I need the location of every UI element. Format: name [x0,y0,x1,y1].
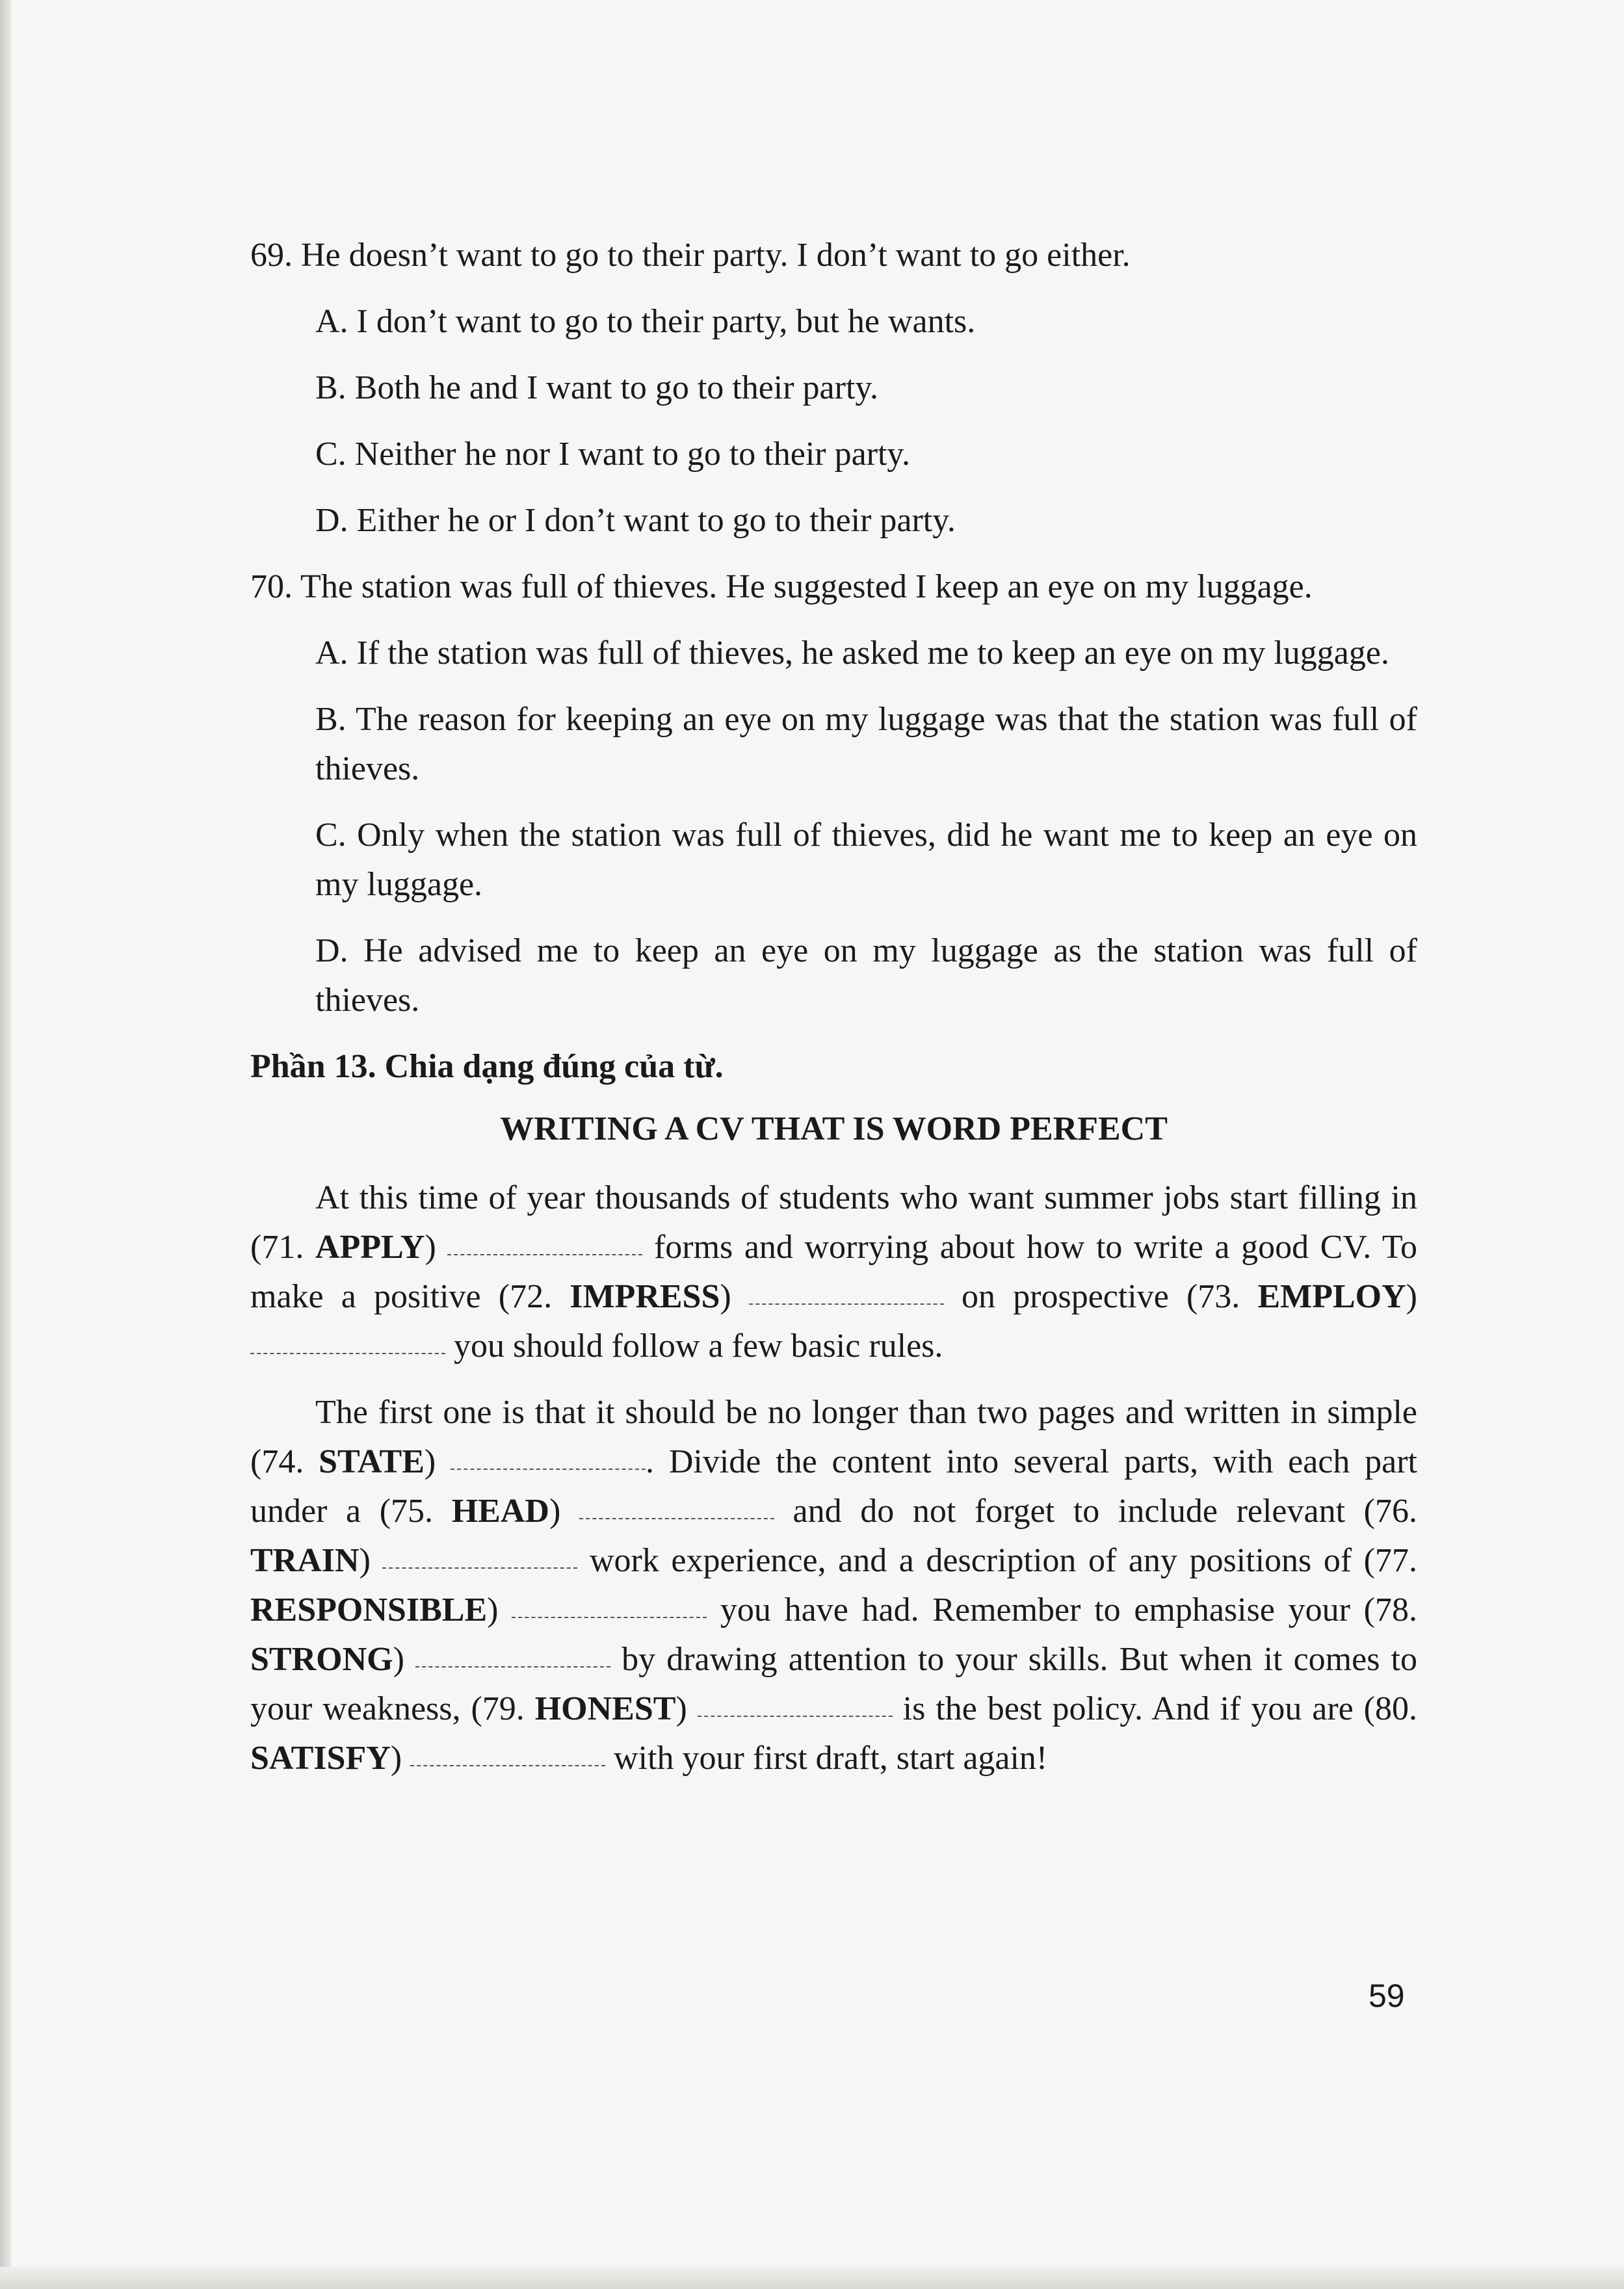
answer-blank-75[interactable] [579,1518,774,1519]
option-d: D. Either he or I don’t want to go to their party. [315,502,956,539]
option-c: C. Neither he nor I want to go to their party. [315,436,911,473]
answer-blank-72[interactable] [749,1303,944,1305]
keyword-80: SATISFY [250,1740,391,1777]
option-a: A. I don’t want to go to their party, but he wants. [315,303,976,340]
keyword-78: STRONG [250,1641,393,1678]
keyword-79: HONEST [534,1690,676,1727]
text: ) [1406,1278,1417,1315]
text: work experience, and a description of any positions of (77. [577,1542,1417,1579]
keyword-76: TRAIN [250,1542,360,1579]
text: The first one is that it should be no longer than two pages and written in simple (74. [250,1394,1417,1480]
text: ) [425,1229,448,1266]
text: with your first draft, start again! [605,1740,1048,1777]
keyword-71: APPLY [315,1229,425,1266]
text: on prospective (73. [943,1278,1258,1315]
article-title: WRITING A CV THAT IS WORD PERFECT [500,1110,1168,1147]
page-content [250,231,1417,1800]
answer-blank-80[interactable] [410,1765,605,1766]
option-c: C. Only when the station was full of thieves, did he want me to keep an eye on my luggage. [315,817,1417,903]
option-b: B. Both he and I want to go to their party. [315,369,879,406]
keyword-73: EMPLOY [1257,1278,1406,1315]
text: and do not forget to include relevant (76. [774,1493,1417,1530]
text: ) [549,1493,579,1530]
section-title: Phần 13. Chia dạng đúng của từ. [250,1048,724,1085]
text: ) [487,1591,512,1628]
option-a: A. If the station was full of thieves, he asked me to keep an eye on my luggage. [315,634,1389,672]
keyword-77: RESPONSIBLE [250,1591,488,1628]
question-stem: 69. He doesn’t want to go to their party. I don’t want to go either. [250,237,1131,274]
question-stem: 70. The station was full of thieves. He suggested I keep an eye on my luggage. [250,568,1313,605]
question-70 [250,562,1417,1025]
keyword-72: IMPRESS [570,1278,720,1315]
page-number: 59 [1369,1978,1405,2014]
text: you should follow a few basic rules. [445,1328,943,1365]
text: ) [390,1740,411,1777]
paragraph-1 [250,1173,1417,1371]
text: ) [675,1690,698,1727]
question-69 [250,231,1417,545]
keyword-75: HEAD [451,1493,549,1530]
scan-edge-left [0,0,12,2289]
text: you have had. Remember to emphasise your (78. [707,1591,1417,1628]
text: is the best policy. And if you are (80. [892,1690,1417,1727]
answer-blank-77[interactable] [512,1617,707,1618]
text: forms and worrying about how to write a good CV. To make a positive (72. [250,1229,1417,1315]
answer-blank-71[interactable] [447,1254,642,1255]
answer-blank-76[interactable] [382,1567,577,1569]
answer-blank-73[interactable] [250,1353,445,1354]
keyword-74: STATE [319,1443,425,1480]
paragraph-2 [250,1388,1417,1783]
scan-edge-bottom [0,2267,1624,2289]
answer-blank-78[interactable] [415,1666,610,1668]
text: by drawing attention to your skills. But when it comes to your weakness, (79. [250,1641,1417,1727]
text: At this time of year thousands of students who want summer jobs start filling in (71. [250,1179,1417,1266]
answer-blank-79[interactable] [698,1716,893,1717]
text: ) [359,1542,383,1579]
text: ) [393,1641,416,1678]
option-b: B. The reason for keeping an eye on my luggage was that the station was full of thieves. [315,701,1417,787]
text: . Divide the content into several parts, with each part under a (75. [250,1443,1417,1530]
text: ) [424,1443,451,1480]
text: ) [720,1278,749,1315]
option-d: D. He advised me to keep an eye on my luggage as the station was full of thieves. [315,932,1417,1019]
answer-blank-74[interactable] [451,1469,646,1470]
